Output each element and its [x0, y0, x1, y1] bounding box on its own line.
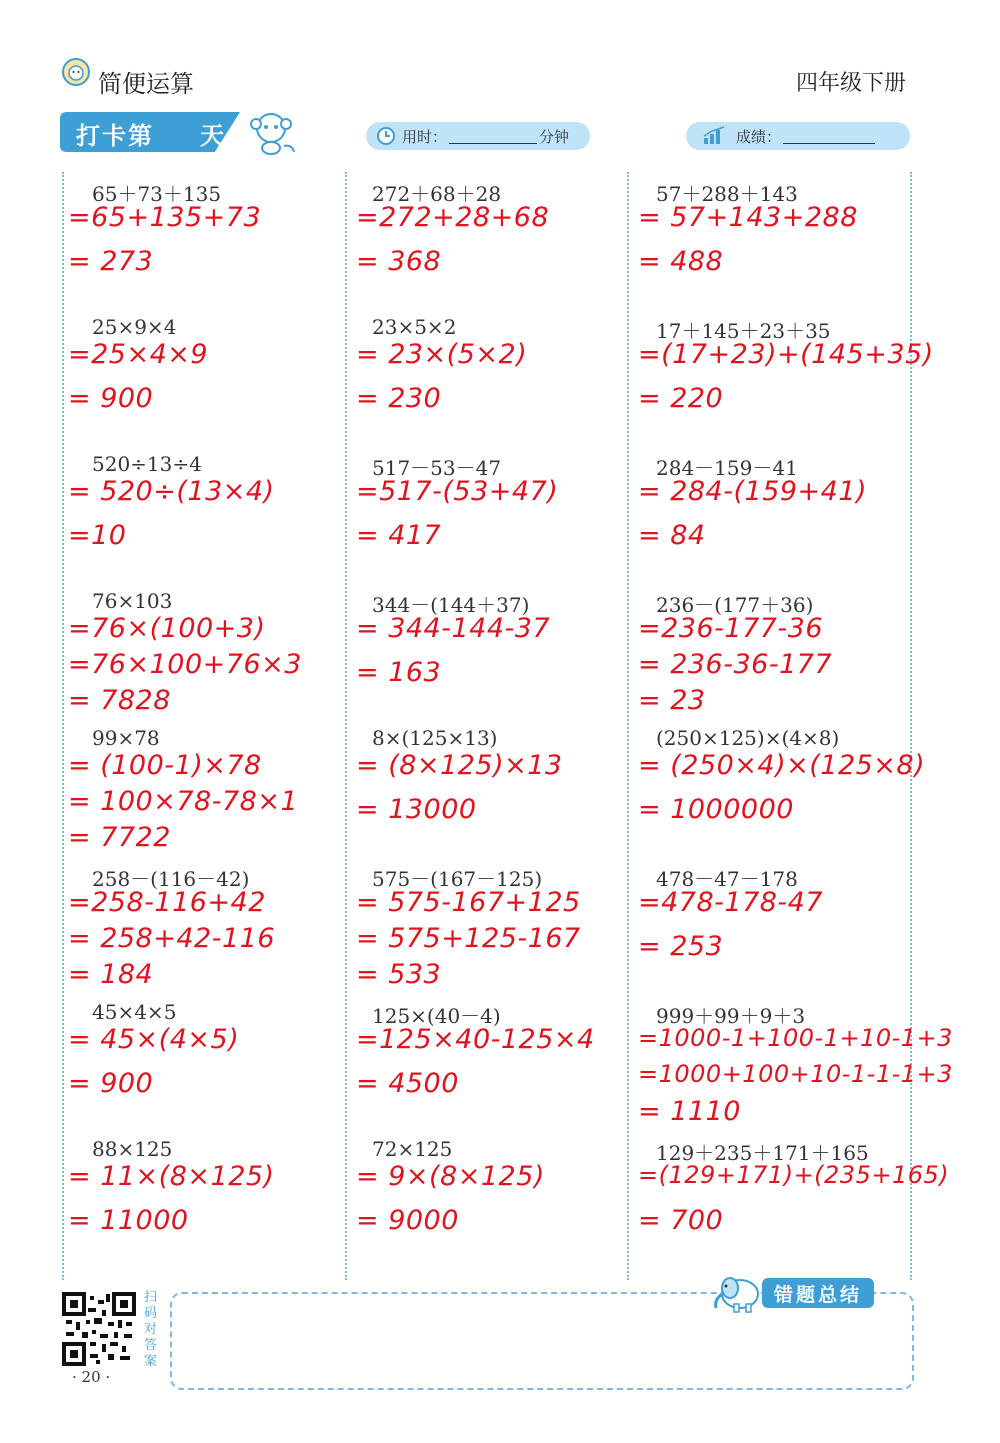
handwritten-answer: = 273 [68, 246, 154, 277]
problem-text: 272＋68＋28 [372, 182, 502, 206]
handwritten-answer: = 700 [638, 1205, 724, 1236]
handwritten-step: = 57+143+288 [638, 202, 858, 233]
handwritten-step: =1000+100+10-1-1-1+3 [638, 1060, 953, 1088]
handwritten-step: =(17+23)+(145+35) [638, 339, 934, 370]
problem-text: 23×5×2 [372, 315, 457, 339]
checkin-prefix: 打卡第 [76, 122, 154, 150]
elephant-icon [708, 1270, 764, 1314]
handwritten-step: = 258+42-116 [68, 923, 275, 954]
problem-text: 65＋73＋135 [92, 182, 222, 206]
handwritten-step: =76×(100+3) [68, 613, 266, 644]
handwritten-step: = 11×(8×125) [68, 1161, 275, 1192]
left-border [62, 172, 64, 1280]
handwritten-step: =25×4×9 [68, 339, 209, 370]
handwritten-step: = (100-1)×78 [68, 750, 262, 781]
monkey-icon [244, 108, 298, 156]
handwritten-step: =1000-1+100-1+10-1+3 [638, 1024, 953, 1052]
column-divider-1 [345, 172, 347, 1280]
problem-text: 236－(177＋36) [656, 593, 814, 617]
score-field [686, 122, 910, 150]
problem-text: 57＋288＋143 [656, 182, 798, 206]
problem-text: 344－(144＋37) [372, 593, 530, 617]
handwritten-answer: = 9000 [356, 1205, 459, 1236]
problem-text: (250×125)×(4×8) [656, 726, 840, 750]
handwritten-answer: = 7828 [68, 685, 171, 716]
handwritten-step: = 575+125-167 [356, 923, 581, 954]
handwritten-answer: = 163 [356, 657, 442, 688]
page-number: · 20 · [72, 1368, 111, 1386]
handwritten-answer: = 84 [638, 520, 706, 551]
handwritten-answer: = 7722 [68, 822, 171, 853]
problem-text: 72×125 [372, 1137, 453, 1161]
handwritten-step: = (250×4)×(125×8) [638, 750, 926, 781]
problem-text: 88×125 [92, 1137, 173, 1161]
column-divider-2 [627, 172, 629, 1280]
grade-label: 四年级下册 [795, 71, 906, 96]
problem-text: 125×(40－4) [372, 1004, 501, 1028]
score-blank[interactable] [783, 129, 875, 144]
handwritten-step: = 45×(4×5) [68, 1024, 240, 1055]
problem-text: 999＋99＋9＋3 [656, 1004, 806, 1028]
page-title: 简便运算 [98, 70, 194, 98]
handwritten-step: = 284-(159+41) [638, 476, 868, 507]
problem-text: 25×9×4 [92, 315, 177, 339]
handwritten-answer: = 220 [638, 383, 724, 414]
handwritten-answer: = 1110 [638, 1096, 741, 1127]
score-label: 成绩： [736, 127, 782, 146]
handwritten-answer: = 533 [356, 959, 442, 990]
handwritten-step: =272+28+68 [356, 202, 550, 233]
time-blank[interactable] [449, 129, 537, 144]
handwritten-step: = 236-36-177 [638, 649, 833, 680]
error-summary-label: 错题总结 [762, 1278, 874, 1308]
time-label: 用时： [402, 127, 448, 146]
handwritten-step: = 100×78-78×1 [68, 786, 299, 817]
time-field [366, 122, 590, 150]
problem-text: 520÷13÷4 [92, 452, 202, 476]
handwritten-step: = 23×(5×2) [356, 339, 528, 370]
problem-text: 478－47－178 [656, 867, 798, 891]
handwritten-answer: = 23 [638, 685, 706, 716]
handwritten-answer: = 900 [68, 383, 154, 414]
qr-code[interactable] [62, 1292, 136, 1366]
handwritten-answer: =10 [68, 520, 127, 551]
handwritten-step: =76×100+76×3 [68, 649, 302, 680]
handwritten-step: = (8×125)×13 [356, 750, 563, 781]
handwritten-step: =478-178-47 [638, 887, 824, 918]
time-unit: 分钟 [539, 127, 570, 146]
handwritten-answer: = 253 [638, 931, 724, 962]
clock-icon [376, 126, 396, 146]
handwritten-step: =125×40-125×4 [356, 1024, 595, 1055]
problem-text: 17＋145＋23＋35 [656, 319, 831, 343]
problem-text: 517－53－47 [372, 456, 502, 480]
problem-text: 129＋235＋171＋165 [656, 1141, 869, 1165]
bar-chart-icon [702, 126, 728, 146]
handwritten-answer: = 900 [68, 1068, 154, 1099]
lion-icon [60, 56, 92, 88]
handwritten-step: =236-177-36 [638, 613, 824, 644]
handwritten-step: = 575-167+125 [356, 887, 581, 918]
handwritten-answer: = 417 [356, 520, 442, 551]
problem-text: 258－(116－42) [92, 867, 250, 891]
checkin-suffix: 天 [200, 122, 224, 150]
qr-label: 扫码对答案 [144, 1290, 158, 1369]
handwritten-step: =65+135+73 [68, 202, 262, 233]
handwritten-answer: = 13000 [356, 794, 477, 825]
handwritten-answer: = 488 [638, 246, 724, 277]
handwritten-step: =517-(53+47) [356, 476, 559, 507]
problem-text: 8×(125×13) [372, 726, 498, 750]
handwritten-step: =258-116+42 [68, 887, 266, 918]
problem-text: 76×103 [92, 589, 173, 613]
handwritten-answer: = 230 [356, 383, 442, 414]
problem-text: 45×4×5 [92, 1000, 177, 1024]
problem-text: 99×78 [92, 726, 160, 750]
handwritten-step: =(129+171)+(235+165) [638, 1161, 950, 1189]
handwritten-answer: = 11000 [68, 1205, 189, 1236]
handwritten-step: = 520÷(13×4) [68, 476, 275, 507]
handwritten-answer: = 1000000 [638, 794, 794, 825]
handwritten-answer: = 368 [356, 246, 442, 277]
problem-text: 284－159－41 [656, 456, 798, 480]
handwritten-step: = 344-144-37 [356, 613, 551, 644]
handwritten-answer: = 184 [68, 959, 154, 990]
problem-text: 575－(167－125) [372, 867, 543, 891]
handwritten-step: = 9×(8×125) [356, 1161, 545, 1192]
handwritten-answer: = 4500 [356, 1068, 459, 1099]
